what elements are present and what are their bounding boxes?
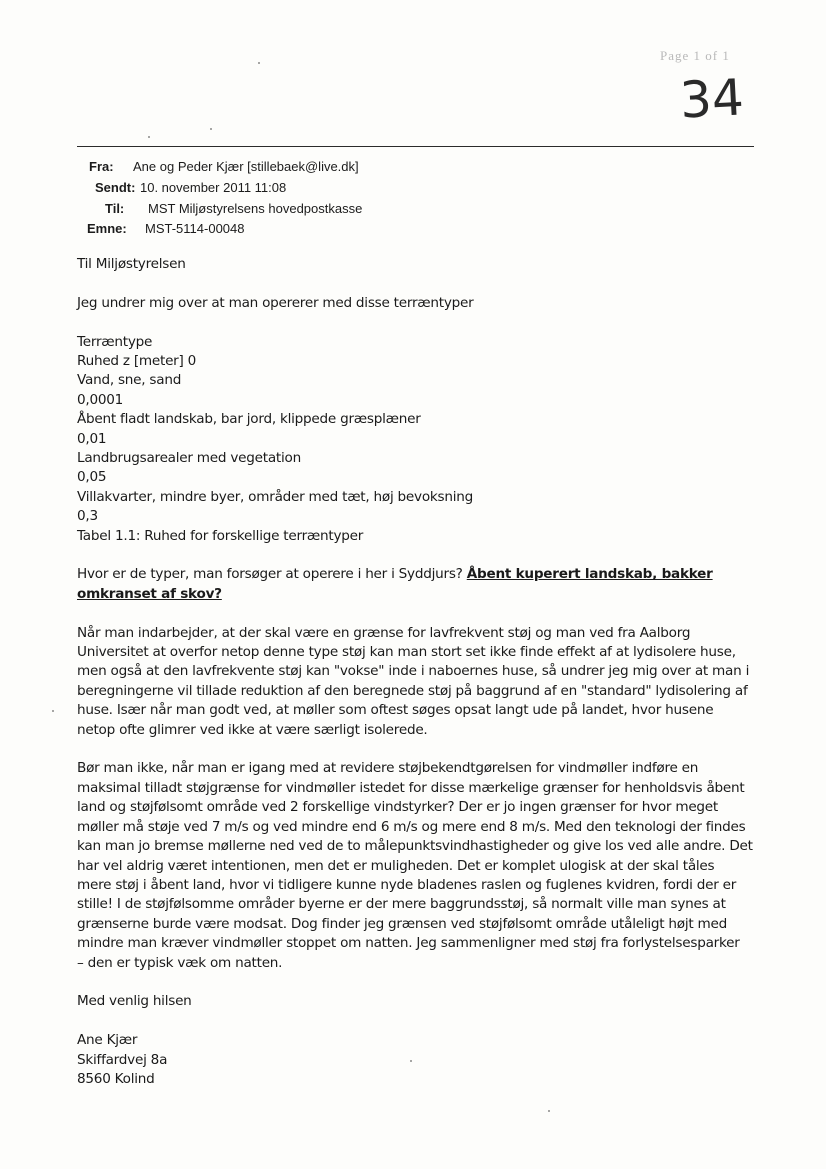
to-label: Til: bbox=[105, 200, 125, 216]
paragraph-line: grænserne burde være modsat. Dog finder jeg grænsen ved støjfølsomt område utåleligt højt med bbox=[77, 915, 728, 932]
faint-page-label: Page 1 of 1 bbox=[660, 48, 730, 63]
terrain-table bbox=[77, 333, 757, 546]
paragraph-line: stille! I de støjfølsomme områder byerne er der mere baggrundsstøj, så normalt ville man synes at bbox=[77, 896, 726, 913]
from-row bbox=[77, 157, 577, 178]
paragraph-line: møller må støje ved 7 m/s og ved mindre end 6 m/s og mere end 8 m/s. Med den teknologi der findes bbox=[77, 818, 746, 835]
signature-line: 8560 Kolind bbox=[77, 1070, 155, 1087]
email-header bbox=[77, 157, 577, 240]
question-bold-1: Åbent kuperert landskab, bakker bbox=[466, 566, 713, 583]
terrain-table-line: 0,01 bbox=[77, 430, 107, 447]
paragraph-line: – den er typisk væk om natten. bbox=[77, 954, 283, 971]
to-value: MST Miljøstyrelsens hovedpostkasse bbox=[148, 200, 363, 216]
terrain-table-line: Villakvarter, mindre byer, områder med tæt, høj bevoksning bbox=[77, 488, 473, 505]
salutation: Til Miljøstyrelsen bbox=[77, 256, 186, 272]
header-rule bbox=[77, 146, 754, 147]
paragraph-line: huse. Især når man godt ved, at møller som oftest søges opsat langt ude på landet, hvor husene bbox=[77, 702, 714, 719]
terrain-table-line: Terræntype bbox=[77, 333, 153, 350]
question-paragraph bbox=[77, 565, 757, 604]
paragraph-noise-limits bbox=[77, 759, 757, 972]
subject-value: MST-5114-00048 bbox=[145, 221, 245, 237]
terrain-table-line: 0,0001 bbox=[77, 391, 124, 408]
terrain-table-line: Vand, sne, sand bbox=[77, 372, 182, 389]
paragraph-line: kan man jo bremse møllerne ned ved de to målepunktsvindhastigheder og give los ved alle andre. Det bbox=[77, 838, 753, 855]
signature-line: Ane Kjær bbox=[77, 1032, 138, 1049]
letter-body bbox=[77, 255, 757, 1089]
question-plain: Hvor er de typer, man forsøger at operere i her i Syddjurs? bbox=[77, 566, 463, 583]
terrain-table-line: 0,05 bbox=[77, 469, 107, 486]
signature-block bbox=[77, 1031, 757, 1089]
handwritten-page-number: 34 bbox=[678, 68, 746, 130]
paragraph-line: mindre man kræver vindmøller stoppet om natten. Jeg sammenligner med støj fra forlystelsesparker bbox=[77, 935, 740, 952]
paragraph-line: Universitet at overfor netop denne type støj kan man stort set ikke finde effekt af at lydisolere huse, bbox=[77, 644, 736, 661]
closing: Med venlig hilsen bbox=[77, 993, 192, 1010]
paragraph-line: beregningerne vil tillade reduktion af den beregnede støj på baggrund af en "standard" lydisolering af bbox=[77, 682, 748, 699]
paragraph-line: netop ofte glimrer ved ikke at være særligt isolerede. bbox=[77, 721, 428, 738]
paragraph-line: men også at den lavfrekvente støj kan "vokse" inde i naboernes huse, så undrer jeg mig over at man i bbox=[77, 663, 750, 680]
paragraph-line: Når man indarbejder, at der skal være en grænse for lavfrekvent støj og man ved fra Aalborg bbox=[77, 624, 691, 641]
sent-value: 10. november 2011 11:08 bbox=[140, 179, 287, 195]
subject-row bbox=[77, 219, 577, 240]
paragraph-line: land og støjfølsomt område ved 2 forskellige vindstyrker? Der er jo ingen grænser for hvor meget bbox=[77, 799, 719, 816]
terrain-table-line: 0,3 bbox=[77, 508, 98, 525]
sent-row bbox=[77, 178, 577, 199]
from-value: Ane og Peder Kjær [stillebaek@live.dk] bbox=[133, 159, 359, 174]
terrain-table-line: Landbrugsarealer med vegetation bbox=[77, 450, 301, 467]
terrain-table-line: Ruhed z [meter] 0 bbox=[77, 353, 197, 369]
terrain-table-line: Åbent fladt landskab, bar jord, klippede græsplæner bbox=[77, 411, 421, 428]
subject-label: Emne: bbox=[87, 221, 127, 237]
paragraph-lowfreq bbox=[77, 624, 757, 740]
paragraph-line: maksimal tilladt støjgrænse for vindmøller istedet for disse mærkelige grænser for henholdsvis åbent bbox=[77, 779, 745, 796]
question-bold-2: omkranset af skov? bbox=[77, 585, 222, 602]
sent-label: Sendt: bbox=[95, 179, 136, 195]
paragraph-line: Bør man ikke, når man er igang med at revidere støjbekendtgørelsen for vindmøller indføre en bbox=[77, 760, 699, 777]
to-row bbox=[77, 199, 577, 220]
terrain-table-line: Tabel 1.1: Ruhed for forskellige terræntyper bbox=[77, 527, 364, 544]
paragraph-line: mere støj i åbent land, hvor vi tidligere kunne nyde bladenes raslen og fuglenes kvidren, fordi der er bbox=[77, 876, 737, 893]
intro-paragraph: Jeg undrer mig over at man opererer med disse terræntyper bbox=[77, 294, 474, 311]
signature-line: Skiffardvej 8a bbox=[77, 1051, 168, 1068]
paragraph-line: har vel aldrig været intentionen, men det er muligheden. Det er komplet ulogisk at der skal tåles bbox=[77, 857, 715, 874]
from-label: Fra: bbox=[89, 159, 114, 174]
